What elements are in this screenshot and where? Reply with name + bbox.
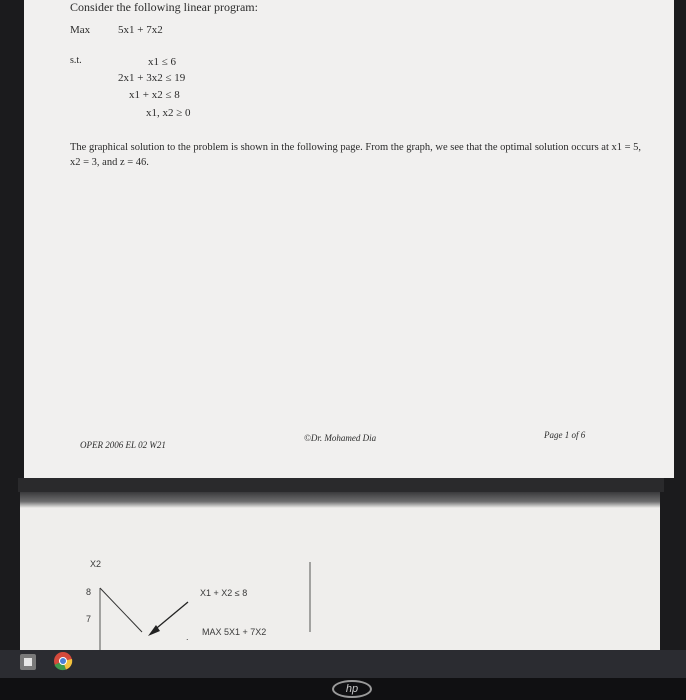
footer-author: ©Dr. Mohamed Dia xyxy=(304,433,377,443)
tick-label-7: 7 xyxy=(86,614,92,624)
subject-to-label: s.t. xyxy=(70,55,82,66)
constraint-3: x1 + x2 ≤ 8 xyxy=(129,89,180,101)
point-marker: . xyxy=(186,632,189,642)
constraint-2: 2x1 + 3x2 ≤ 19 xyxy=(118,72,186,84)
window-icon[interactable] xyxy=(20,654,36,670)
objective-function: 5x1 + 7x2 xyxy=(118,24,163,36)
solution-paragraph: The graphical solution to the problem is shown in the following page. From the graph, we see that the optimal solution occurs at x1 = 5, x2 = 3, and z = 46. xyxy=(70,142,642,168)
graph-area xyxy=(20,492,660,650)
constraint-annotation: X1 + X2 ≤ 8 xyxy=(200,588,248,598)
constraint-nonnegativity: x1, x2 ≥ 0 xyxy=(146,107,191,119)
tick-label-8: 8 xyxy=(86,587,92,597)
footer-course-code: OPER 2006 EL 02 W21 xyxy=(80,440,166,450)
max-label: Max xyxy=(70,24,91,36)
objective-annotation: MAX 5X1 + 7X2 xyxy=(202,627,267,637)
constraint-line xyxy=(100,588,142,632)
constraint-1: x1 ≤ 6 xyxy=(148,56,177,68)
taskbar xyxy=(0,650,686,678)
document-page-1 xyxy=(24,0,674,478)
problem-title: Consider the following linear program: xyxy=(70,0,258,14)
y-axis-label: X2 xyxy=(90,559,102,569)
hp-logo: hp xyxy=(332,680,372,698)
document-page-2 xyxy=(20,492,660,650)
page-divider xyxy=(18,478,664,492)
chrome-icon[interactable] xyxy=(52,650,74,672)
footer-page-number: Page 1 of 6 xyxy=(544,430,586,440)
